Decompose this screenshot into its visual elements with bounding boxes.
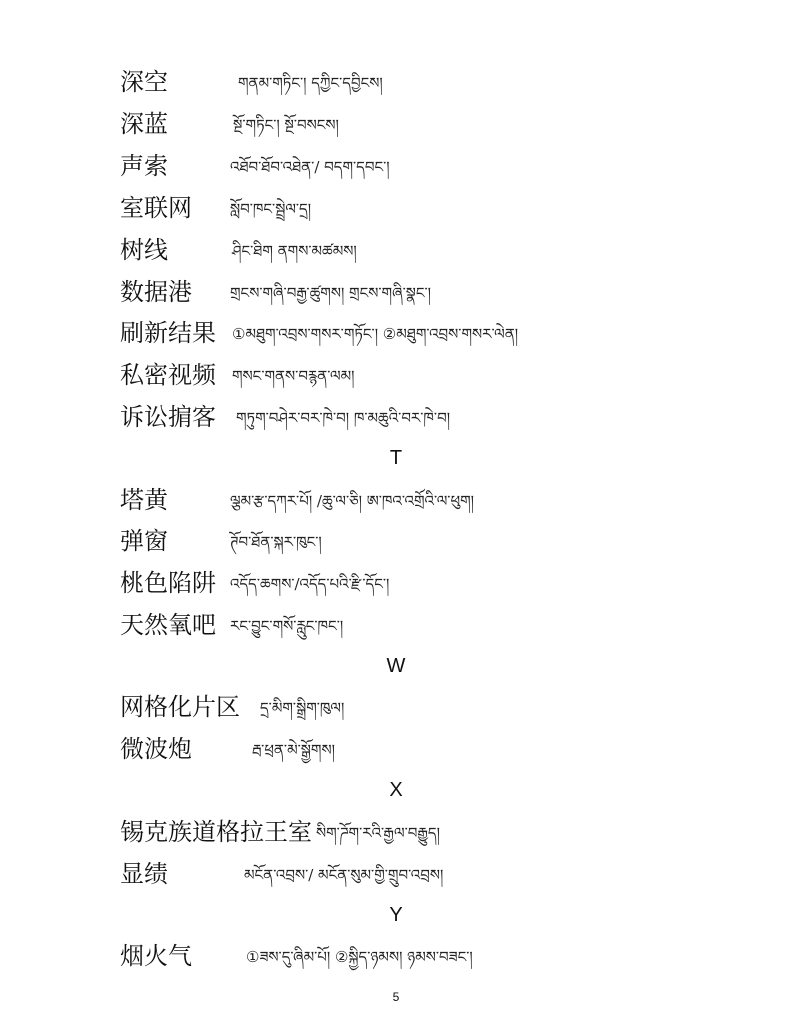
section-letter-t: T	[389, 447, 403, 469]
section-letter-w: W	[386, 655, 406, 677]
tibetan-translation: གཏུག་བཤེར་བར་ཁེ་བ། ཁ་མཆུའི་བར་ཁེ་བ།	[236, 409, 451, 427]
chinese-term: 深空	[120, 68, 168, 96]
chinese-term: 数据港	[120, 278, 192, 306]
section-letter-x: X	[389, 779, 403, 801]
chinese-term: 树线	[120, 236, 168, 264]
tibetan-translation: ལྕམ་རྩ་དཀར་པོ། /ཆུ་ལ་ཅི། ཨ་ཁའ་འགྲོའི་ལ་ཕུག།	[230, 492, 474, 510]
chinese-term: 深蓝	[120, 110, 168, 138]
chinese-term: 室联网	[120, 194, 192, 222]
chinese-term: 声索	[120, 152, 168, 180]
chinese-term: 刷新结果	[120, 319, 216, 347]
chinese-term: 诉讼掮客	[120, 403, 216, 431]
chinese-term: 天然氧吧	[120, 611, 216, 639]
tibetan-translation: འདོད་ཆགས་/འདོད་པའི་རྫི་དོང་།	[230, 575, 390, 593]
tibetan-translation: གསང་གནས་བརྙན་ལམ།	[232, 367, 355, 385]
tibetan-translation: སྔོ་གཏིང་། སྔོ་བསངས།	[233, 116, 339, 134]
tibetan-translation: ①མཐུག་འབྲས་གསར་གཏོང་། ②མཐུག་འབྲས་གསར་ལེན།	[232, 325, 519, 343]
tibetan-translation: གྲངས་གཞི་བརྒྱ་ཚུགས། གྲངས་གཞི་སྣང་།	[230, 284, 431, 302]
tibetan-translation: དྲ་མིག་སྒྲིག་ཁུལ།	[260, 699, 345, 717]
chinese-term: 显绩	[120, 860, 168, 888]
chinese-term: 锡克族道格拉王室	[120, 818, 312, 846]
chinese-term: 弹窗	[120, 527, 168, 555]
section-letter-y: Y	[389, 904, 403, 926]
tibetan-translation: གནམ་གཏིང་། དཀྱིང་དབྱིངས།	[238, 74, 383, 92]
page-number: 5	[392, 990, 400, 1004]
tibetan-translation: ཊོབ་ཐོན་སྐར་ཁུང་།	[230, 533, 322, 551]
tibetan-translation: རྦ་ཕྲན་མེ་སྒྱོགས།	[252, 741, 335, 759]
tibetan-translation: སིག་ཌོག་རའི་རྒྱལ་བརྒྱུད།	[316, 824, 440, 842]
chinese-term: 桃色陷阱	[120, 569, 216, 597]
tibetan-translation: རང་བྱུང་གསོ་རླུང་ཁང་།	[230, 617, 344, 635]
tibetan-translation: ཤིང་ཐིག ནགས་མཚམས།	[232, 242, 357, 260]
tibetan-translation: མངོན་འབྲས་/ མངོན་སུམ་གྱི་གྲུབ་འབྲས།	[244, 866, 444, 884]
chinese-term: 塔黄	[120, 486, 168, 514]
chinese-term: 微波炮	[120, 735, 192, 763]
chinese-term: 烟火气	[120, 942, 192, 970]
tibetan-translation: སློབ་ཁང་སྦྲེལ་དྲ།	[230, 200, 312, 218]
tibetan-translation: འཐོབ་ཐོབ་འཐེན་/ བདག་དབང་།	[230, 158, 390, 176]
chinese-term: 网格化片区	[120, 693, 240, 721]
chinese-term: 私密视频	[120, 361, 216, 389]
tibetan-translation: ①ཟས་དུ་ཞིམ་པོ། ②སྐྱིད་ཉམས། ཉམས་བཟང་།	[246, 948, 473, 966]
